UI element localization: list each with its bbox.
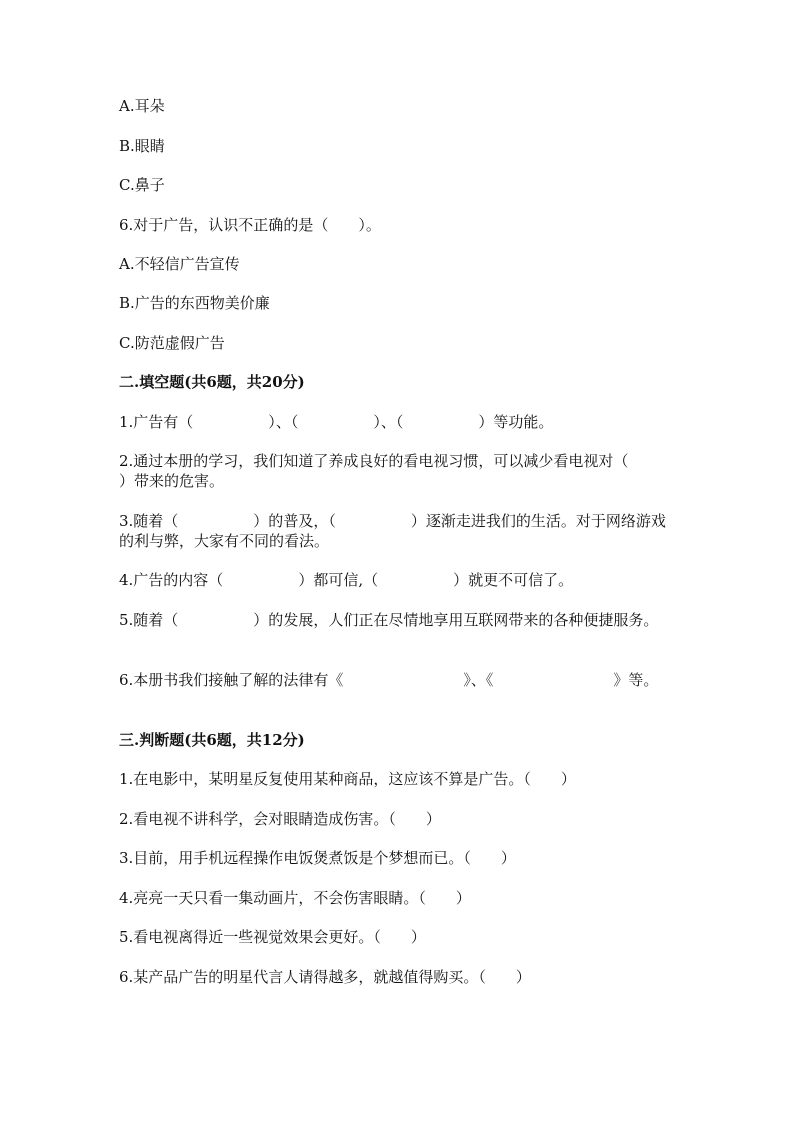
judge-item-5: 5.看电视离得近一些视觉效果会更好。（ ） — [119, 928, 426, 946]
q5-option-b: B.眼睛 — [119, 137, 165, 155]
judge-item-4: 4.亮亮一天只看一集动画片，不会伤害眼睛。（ ） — [119, 889, 471, 907]
judge-section-heading: 三.判断题(共6题，共12分) — [119, 731, 305, 749]
q5-option-c: C.鼻子 — [119, 176, 165, 194]
q6-option-c: C.防范虚假广告 — [119, 334, 225, 352]
fill-item-5: 5.随着（ ）的发展，人们正在尽情地享用互联网带来的各种便捷服务。 — [119, 611, 659, 629]
judge-item-6: 6.某产品广告的明星代言人请得越多，就越值得购买。（ ） — [119, 968, 531, 986]
fill-item-4: 4.广告的内容（ ）都可信,（ ）就更不可信了。 — [119, 571, 574, 589]
judge-item-2: 2.看电视不讲科学，会对眼睛造成伤害。（ ） — [119, 810, 441, 828]
fill-item-2: 2.通过本册的学习，我们知道了养成良好的看电视习惯，可以减少看电视对（ ）带来的危害。 — [119, 452, 704, 490]
q5-option-a: A.耳朵 — [119, 97, 165, 115]
q6-option-b: B.广告的东西物美价廉 — [119, 294, 270, 312]
fill-item-6: 6.本册书我们接触了解的法律有《 》、《 》等。 — [119, 671, 659, 689]
judge-item-1: 1.在电影中，某明星反复使用某种商品，这应该不算是广告。（ ） — [119, 770, 576, 788]
fill-item-1: 1.广告有（ ）、（ ）、（ ）等功能。 — [119, 413, 554, 431]
fill-section-heading: 二.填空题(共6题，共20分) — [119, 373, 305, 391]
q6-question: 6.对于广告，认识不正确的是（ ）。 — [119, 216, 381, 234]
q6-option-a: A.不轻信广告宣传 — [119, 255, 240, 273]
fill-item-3: 3.随着（ ）的普及，（ ）逐渐走进我们的生活。对于网络游戏的利与弊，大家有不同的看法。 — [119, 512, 666, 550]
judge-item-3: 3.目前，用手机远程操作电饭煲煮饭是个梦想而已。（ ） — [119, 849, 516, 867]
